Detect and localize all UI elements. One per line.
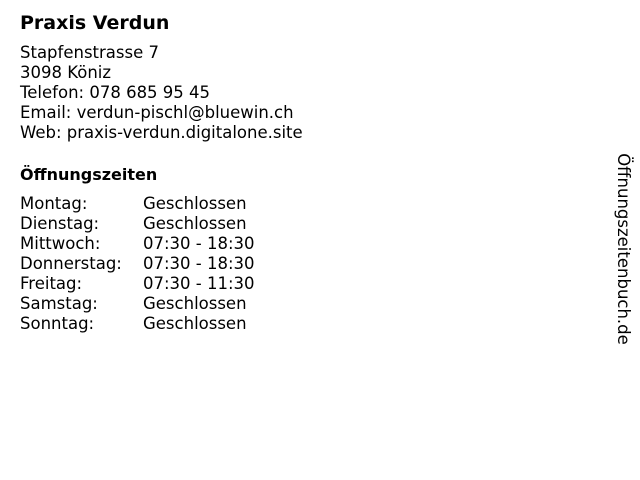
hours-row-monday: [20, 194, 580, 214]
day-label: Dienstag:: [20, 214, 100, 233]
hours-row-saturday: [20, 294, 580, 314]
address-block: [20, 43, 580, 143]
street-line: Stapfenstrasse 7: [20, 43, 159, 62]
business-card: [20, 10, 580, 334]
day-label: Samstag:: [20, 294, 98, 313]
business-name: Praxis Verdun: [20, 12, 170, 34]
hours-row-tuesday: [20, 214, 580, 234]
hours-row-wednesday: [20, 234, 580, 254]
hours-row-sunday: [20, 314, 580, 334]
day-hours: Geschlossen: [143, 214, 247, 233]
opening-hours-table: [20, 194, 580, 334]
day-hours: Geschlossen: [143, 194, 247, 213]
day-label: Donnerstag:: [20, 254, 122, 273]
day-hours: 07:30 - 18:30: [143, 254, 255, 273]
day-label: Mittwoch:: [20, 234, 101, 253]
hours-row-thursday: [20, 254, 580, 274]
hours-row-friday: [20, 274, 580, 294]
website-line: Web: praxis-verdun.digitalone.site: [20, 123, 303, 142]
site-brand-vertical: [603, 134, 640, 364]
phone-line: Telefon: 078 685 95 45: [20, 83, 211, 102]
day-label: Montag:: [20, 194, 88, 213]
day-hours: 07:30 - 11:30: [143, 274, 255, 293]
day-label: Freitag:: [20, 274, 83, 293]
site-brand-text: Öffnungszeitenbuch.de: [614, 153, 634, 345]
city-line: 3098 Köniz: [20, 63, 112, 82]
email-line: Email: verdun-pischl@bluewin.ch: [20, 103, 294, 122]
day-hours: Geschlossen: [143, 294, 247, 313]
day-hours: 07:30 - 18:30: [143, 234, 255, 253]
day-label: Sonntag:: [20, 314, 95, 333]
opening-hours-heading: Öffnungszeiten: [20, 165, 158, 184]
day-hours: Geschlossen: [143, 314, 247, 333]
